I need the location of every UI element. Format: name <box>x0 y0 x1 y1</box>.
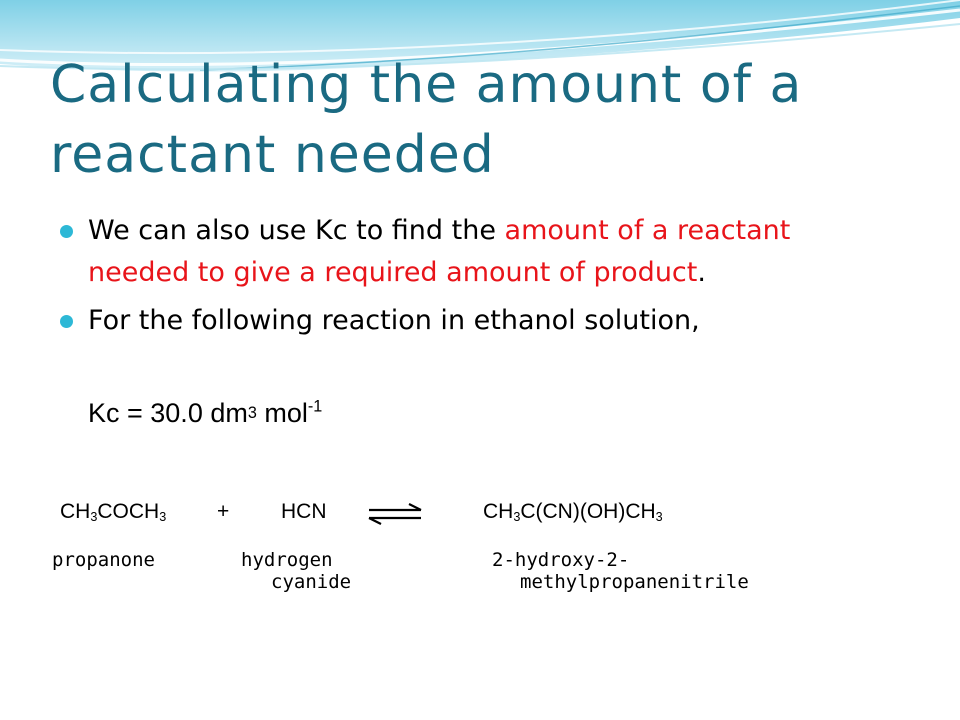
bullet-item-1 <box>60 210 860 294</box>
formula-subscript: 3 <box>159 510 167 525</box>
kc-prefix: Kc = 30.0 dm <box>88 398 248 428</box>
bullet-2-text: For the following reaction in ethanol solution, <box>88 305 700 336</box>
formula-text: CH <box>60 500 91 523</box>
formula-subscript: 3 <box>90 510 98 525</box>
formula-text: C(CN)(OH)CH <box>520 500 656 523</box>
product-name-line-1: 2-hydroxy-2- <box>492 549 630 571</box>
reactant-2-name-line-1: hydrogen <box>241 549 333 571</box>
formula-subscript: 3 <box>513 510 521 525</box>
bullet-1-highlight: amount of a reactant needed to give a required amount of product <box>88 215 791 288</box>
product-formula <box>483 500 663 524</box>
bullet-dot-icon <box>60 315 73 328</box>
slide-title: Calculating the amount of a reactant needed <box>50 55 803 185</box>
bullet-list <box>60 210 860 348</box>
formula-subscript: 3 <box>655 510 663 525</box>
equilibrium-arrow-icon <box>365 503 425 525</box>
bullet-dot-icon <box>60 225 73 238</box>
bullet-1-text-after: . <box>697 257 706 288</box>
plus-sign: + <box>217 500 230 523</box>
formula-text: CH <box>483 500 514 523</box>
kc-superscript-mol: -1 <box>307 397 323 416</box>
reactant-1-formula <box>60 500 166 524</box>
bullet-item-2 <box>60 300 860 342</box>
reactant-2-formula: HCN <box>281 500 327 523</box>
bullet-1-text-before: We can also use Kc to find the <box>88 215 505 246</box>
kc-value <box>88 398 322 429</box>
reactant-2-name-line-2: cyanide <box>271 571 352 593</box>
kc-superscript-dm: 3 <box>247 403 257 422</box>
product-name-line-2: methylpropanenitrile <box>520 571 749 593</box>
formula-text: COCH <box>97 500 160 523</box>
kc-mid: mol <box>256 398 308 428</box>
reactant-1-name: propanone <box>52 549 155 571</box>
